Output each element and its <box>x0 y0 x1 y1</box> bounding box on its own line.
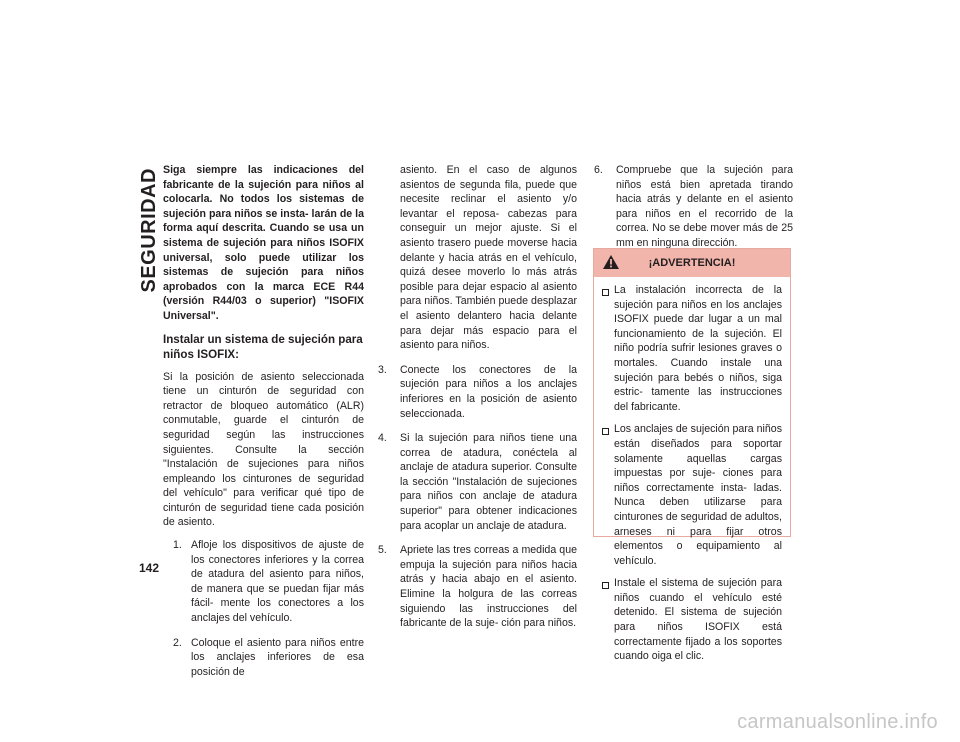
section-title: SEGURIDAD <box>138 168 160 293</box>
step-text: Apriete las tres correas a medida que empuja la sujeción para niños hacia atrás y hacia abajo en el asiento. Elimine la holgura de las correas siguiendo las instrucciones del fabricante de la suje- ción para niños. <box>400 544 577 630</box>
column-1 <box>163 163 364 689</box>
warning-item <box>602 576 782 664</box>
warning-title: ¡ADVERTENCIA! <box>648 257 736 269</box>
step-number: 6. <box>594 164 603 176</box>
warning-text: Los anclajes de sujeción para niños están diseñados para soportar solamente aquellas cargas impuestas por suje- ciones para niños correctamente insta- ladas. Nunca deben utilizarse para cinturones de seguridad de adultos, arneses ni para fijar otros elementos o equipamiento al vehículo. <box>614 423 782 567</box>
page-number: 142 <box>139 561 160 575</box>
square-bullet-icon <box>602 422 614 568</box>
step-text: Conecte los conectores de la sujeción para niños a los anclajes inferiores en la posición de asiento seleccionada. <box>400 363 577 420</box>
step-item <box>378 543 577 631</box>
step-text: Si la sujeción para niños tiene una correa de atadura, conéctela al anclaje de atadura superior. Consulte la sección "Instalación de sujeciones para niños con anclaje de atadura superior" para obtener indicaciones para acoplar un anclaje de atadura. <box>400 432 577 532</box>
bold-paragraph: Siga siempre las indicaciones del fabricante de la sujeción para niños al colocarla. No todos los sistemas de sujeción para niños se insta- larán de la forma aquí descrita. Cuando se usa un sistema de sujeción para niños ISOFIX universal, solo puede utilizar los sistemas de sujeción para niños aprobados con la marca ECE R44 (versión R44/03 o superior) "ISOFIX Universal". <box>163 164 364 322</box>
step-text: Afloje los dispositivos de ajuste de los conectores inferiores y la correa de atadura del asiento para niños, de manera que se puedan fijar más fácil- mente los conectores a los anclajes del vehículo. <box>191 539 364 625</box>
step-text: Compruebe que la sujeción para niños está bien apretada tirando hacia atrás y delante en el asiento para niños en el recorrido de la correa. No se debe mover más de 25 mm en ninguna dirección. <box>616 164 793 249</box>
step-number: 3. <box>378 363 387 376</box>
step-number: 1. <box>173 539 182 552</box>
column-3 <box>594 163 793 261</box>
warning-item <box>602 422 782 568</box>
warning-text: Instale el sistema de sujeción para niños cuando el vehículo esté detenido. El sistema de sujeción para niños ISOFIX está correctamente fijado a los soportes cuando oiga el clic. <box>614 577 782 663</box>
step-item <box>378 431 577 533</box>
step-number: 2. <box>173 636 182 649</box>
body-paragraph: Si la posición de asiento seleccionada tiene un cinturón de seguridad con retractor de bloqueo automático (ALR) conmutable, guarde el cinturón de seguridad según las instrucciones siguientes. Consulte la sección "Instalación de sujeciones para niños empleando los cinturones de seguridad del vehículo" para verificar qué tipo de cinturón de seguridad tiene cada posición de asiento. <box>163 370 364 529</box>
section-heading: Instalar un sistema de sujeción para niños ISOFIX: <box>163 332 363 361</box>
step-text: Coloque el asiento para niños entre los anclajes inferiores de esa posición de <box>191 636 364 678</box>
step-item <box>594 163 793 251</box>
step-item <box>163 636 364 680</box>
warning-header <box>594 249 790 277</box>
column-2 <box>378 163 577 641</box>
step-item <box>163 538 364 626</box>
watermark: carmanualsonline.info <box>737 711 938 733</box>
step-continuation: asiento. En el caso de algunos asientos de segunda fila, puede que necesite reclinar el asiento y/o levantar el reposa- cabezas para conseguir un mejor ajuste. Si el asiento trasero puede moverse hacia delante y hacia atrás en el vehículo, quizá desee moverlo lo más atrás posible para dejar espacio al asiento para niños. También puede desplazar el asiento delantero hacia delante para dejar más espacio para el asiento para niños. <box>400 164 577 352</box>
warning-text: La instalación incorrecta de la sujeción para niños en los anclajes ISOFIX puede dar lugar a un mal funcionamiento de la sujeción. El niño podría sufrir lesiones graves o mortales. Cuando instale una sujeción para bebés o niños, siga estric- tamente las instrucciones del fabricante. <box>614 284 782 413</box>
square-bullet-icon <box>602 283 614 414</box>
warning-list <box>594 277 790 664</box>
step-number: 4. <box>378 432 387 445</box>
warning-triangle-icon <box>602 254 620 270</box>
square-bullet-icon <box>602 576 614 664</box>
warning-box <box>593 248 791 663</box>
step-item <box>378 363 577 421</box>
step-number: 5. <box>378 544 387 557</box>
warning-item <box>602 283 782 414</box>
